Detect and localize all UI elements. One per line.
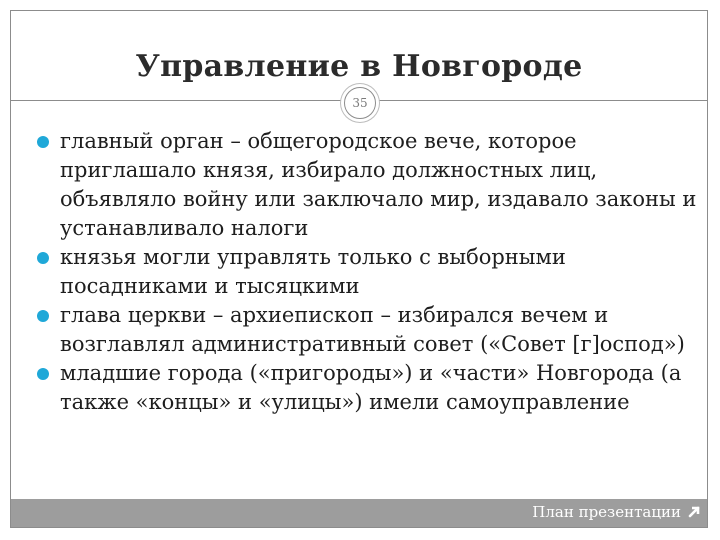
presentation-plan-label: План презентации [532, 503, 681, 521]
footer-bar [11, 499, 707, 527]
bullet-icon [37, 368, 49, 380]
bullet-item [32, 359, 702, 417]
bullet-text: глава церкви – архиепископ – избирался вечем и возглавлял административный совет («Совет [г]оспод») [60, 303, 685, 356]
bullet-icon [37, 310, 49, 322]
bullet-item [32, 127, 702, 243]
bullet-text: главный орган – общегородское вече, которое приглашало князя, избирало должностных лиц, объявляло войну или заключало мир, издавало законы и устанавливало налоги [60, 129, 697, 240]
page-number-badge [344, 87, 376, 119]
bullet-text: князья могли управлять только с выборными посадниками и тысяцкими [60, 245, 566, 298]
bullet-icon [37, 136, 49, 148]
bullet-item [32, 243, 702, 301]
presentation-plan-link[interactable] [532, 503, 701, 521]
bullet-icon [37, 252, 49, 264]
bullet-text: младшие города («пригороды») и «части» Новгорода (а также «концы» и «улицы») имели самоуправление [60, 361, 682, 414]
slide-title: Управление в Новгороде [135, 49, 583, 84]
bullet-list [32, 127, 702, 417]
page-number: 35 [352, 96, 368, 110]
arrow-up-right-icon [687, 505, 701, 519]
bullet-item [32, 301, 702, 359]
slide [10, 10, 708, 528]
